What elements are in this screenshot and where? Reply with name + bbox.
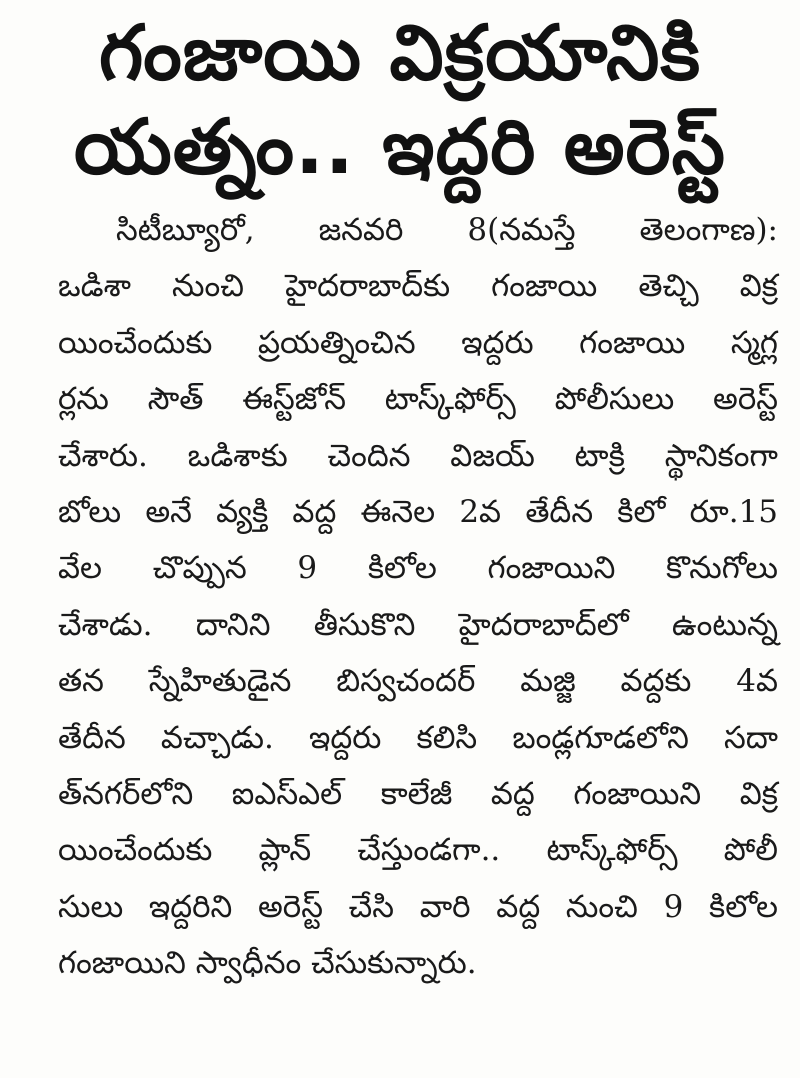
body-line: యించేందుకు ప్లాన్ చేస్తుండగా.. టాస్క్‌ఫోర్స్ పోలీ: [58, 832, 778, 869]
dateline: సిటీబ్యూరో, జనవరి 8(నమస్తే తెలంగాణ):: [116, 212, 778, 248]
headline: [0, 0, 800, 194]
article-body: [58, 202, 778, 991]
body-line: తేదీన వచ్చాడు. ఇద్దరు కలిసి బండ్లగూడలోని సదా: [58, 719, 779, 756]
body-line: చేశారు. ఒడిశాకు చెందిన విజయ్ టాక్రి స్థానికంగా: [58, 437, 778, 474]
body-line: బోలు అనే వ్యక్తి వద్ద ఈనెల 2వ తేదీన కిలో రూ.15: [58, 493, 778, 530]
body-line: సులు ఇద్దరిని అరెస్ట్ చేసి వారి వద్ద నుంచి 9 కిలోల: [58, 888, 778, 925]
headline-line-2: యత్నం.. ఇద్దరి అరెస్ట్: [74, 102, 726, 191]
body-line: వేల చొప్పున 9 కిలోల గంజాయిని కొనుగోలు: [58, 550, 778, 587]
body-line: త్‌నగర్‌లోని ఐఎస్ఎల్ కాలేజీ వద్ద గంజాయిని విక్ర: [58, 775, 778, 812]
body-line: ర్లను సౌత్ ఈస్ట్‌జోన్ టాస్క్‌ఫోర్స్ పోలీసులు అరెస్ట్: [58, 381, 778, 418]
body-line: ఒడిశా నుంచి హైదరాబాద్‌కు గంజాయి తెచ్చి విక్ర: [58, 268, 778, 305]
body-line: చేశాడు. దానిని తీసుకొని హైదరాబాద్‌లో ఉంటున్న: [58, 606, 778, 643]
headline-line-1: గంజాయి విక్రయానికి: [98, 8, 702, 97]
body-line: తన స్నేహితుడైన బిస్వచందర్ మజ్జి వద్దకు 4వ: [58, 663, 778, 700]
body-line: యించేందుకు ప్రయత్నించిన ఇద్దరు గంజాయి స్మగ్ల: [58, 324, 778, 361]
body-line-last: గంజాయిని స్వాధీనం చేసుకున్నారు.: [58, 945, 477, 982]
